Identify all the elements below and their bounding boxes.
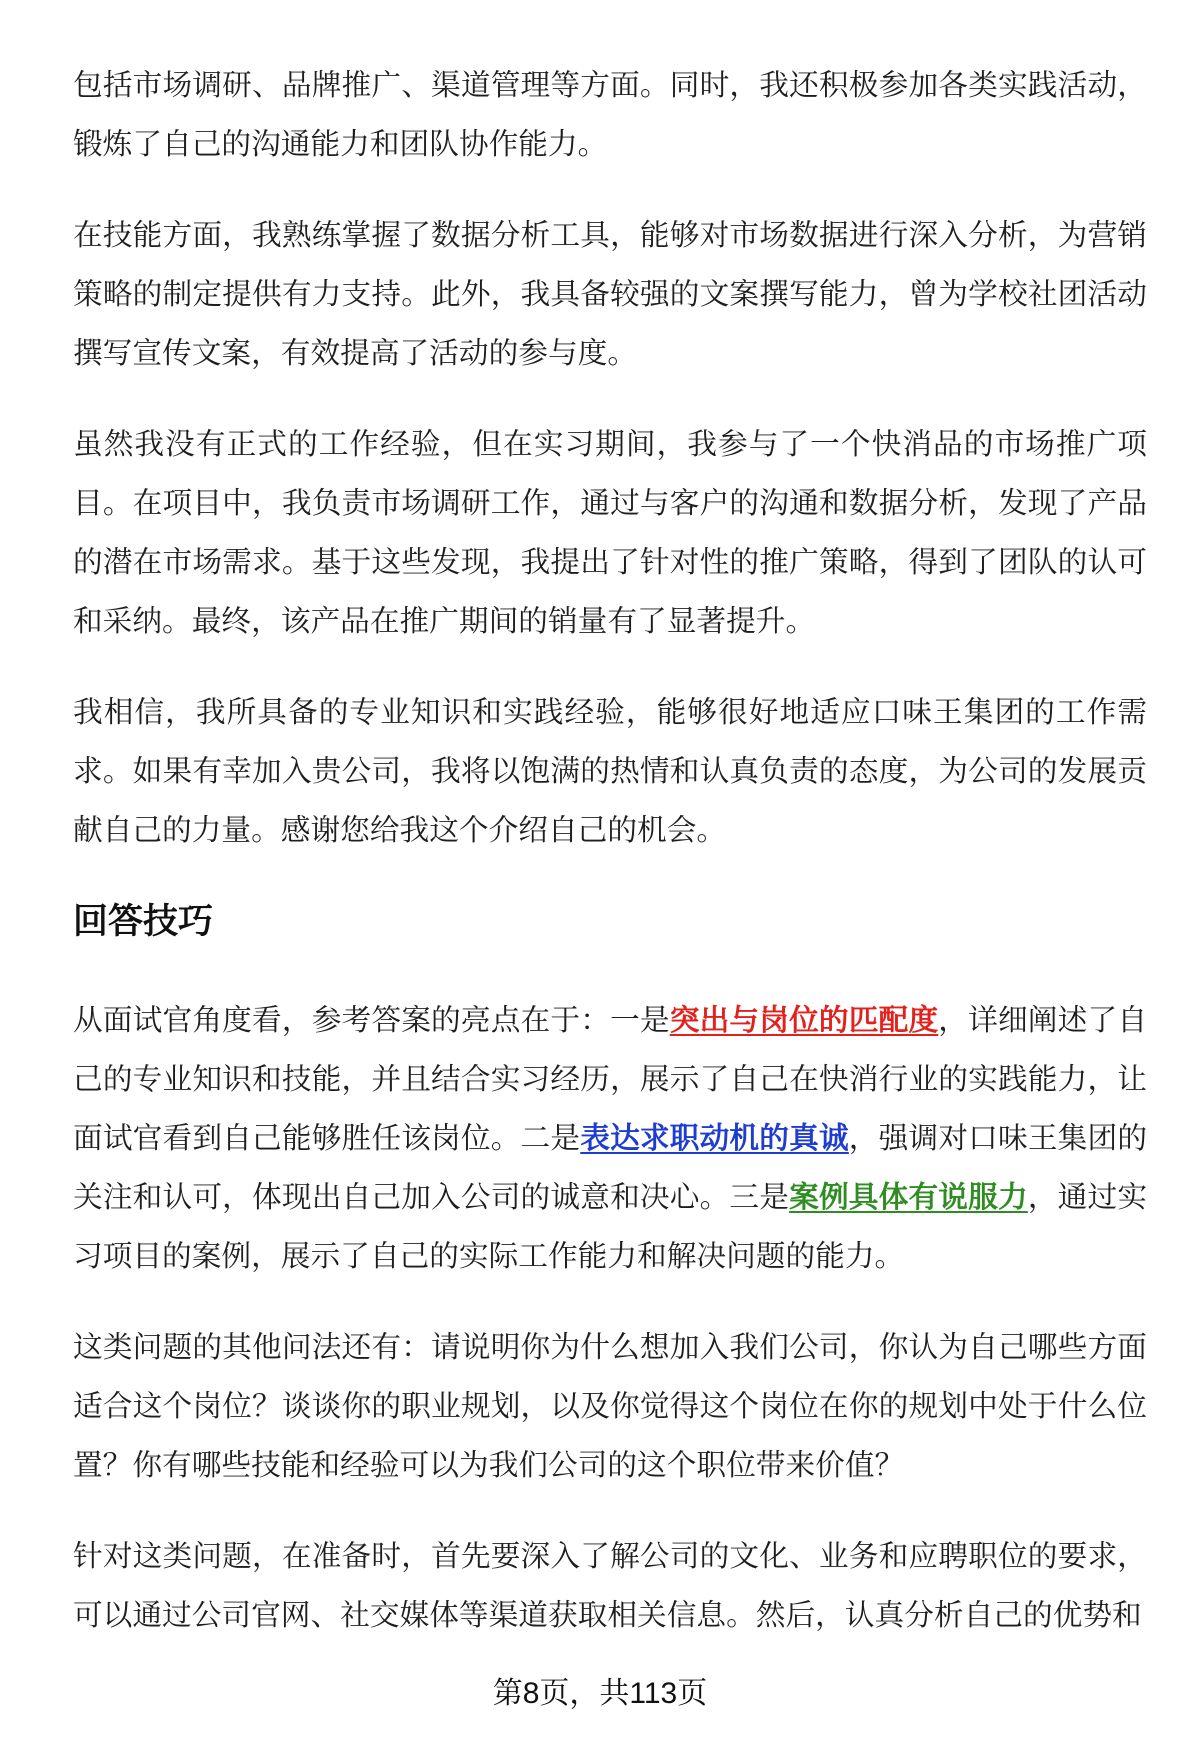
paragraph-text: ，强调对口味王集团的关注和认可，体现出自己加入公司的诚意和决心。三是	[73, 1122, 1148, 1214]
highlight-green: 案例具体有说服力	[789, 1181, 1028, 1214]
highlight-red: 突出与岗位的匹配度	[669, 1004, 939, 1037]
body-paragraph: 这类问题的其他问法还有：请说明你为什么想加入我们公司，你认为自己哪些方面适合这个岗位？谈谈你的职业规划，以及你觉得这个岗位在你的规划中处于什么位置？你有哪些技能和经验可以为我们公司的这个职位带来价值？	[73, 1331, 1147, 1482]
highlight-paragraph	[73, 991, 1147, 1286]
body-paragraph: 虽然我没有正式的工作经验，但在实习期间，我参与了一个快消品的市场推广项目。在项目中，我负责市场调研工作，通过与客户的沟通和数据分析，发现了产品的潜在市场需求。基于这些发现，我提出了针对性的推广策略，得到了团队的认可和采纳。最终，该产品在推广期间的销量有了显著提升。	[73, 428, 1147, 638]
paragraph-text: ，通过实习项目的案例，展示了自己的实际工作能力和解决问题的能力。	[73, 1181, 1148, 1273]
body-paragraph: 我相信，我所具备的专业知识和实践经验，能够很好地适应口味王集团的工作需求。如果有幸加入贵公司，我将以饱满的热情和认真负责的态度，为公司的发展贡献自己的力量。感谢您给我这个介绍自己的机会。	[73, 696, 1147, 847]
page-number-footer: 第8页，共113页	[492, 1677, 708, 1710]
body-paragraph: 针对这类问题，在准备时，首先要深入了解公司的文化、业务和应聘职位的要求，可以通过公司官网、社交媒体等渠道获取相关信息。然后，认真分析自己的优势和	[73, 1540, 1147, 1632]
paragraph-text: ，详细阐述了自己的专业知识和技能，并且结合实习经历，展示了自己在快消行业的实践能力，让面试官看到自己能够胜任该岗位。二是	[73, 1004, 1148, 1155]
body-paragraph: 包括市场调研、品牌推广、渠道管理等方面。同时，我还积极参加各类实践活动，锻炼了自己的沟通能力和团队协作能力。	[73, 69, 1147, 161]
body-paragraph: 在技能方面，我熟练掌握了数据分析工具，能够对市场数据进行深入分析，为营销策略的制定提供有力支持。此外，我具备较强的文案撰写能力，曾为学校社团活动撰写宣传文案，有效提高了活动的参与度。	[73, 219, 1147, 370]
page-content	[73, 56, 1147, 1677]
paragraph-text: 从面试官角度看，参考答案的亮点在于：一是	[73, 1004, 670, 1037]
highlight-blue: 表达求职动机的真诚	[580, 1122, 849, 1155]
section-heading: 回答技巧	[73, 902, 214, 941]
